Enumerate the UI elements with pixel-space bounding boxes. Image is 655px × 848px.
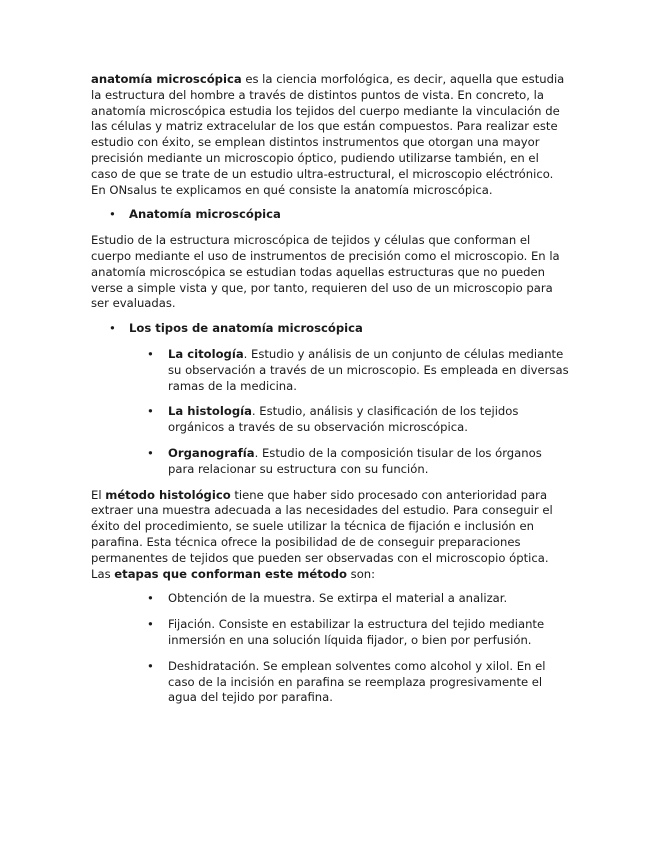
bullet-icon: • bbox=[147, 658, 154, 673]
list-item bbox=[91, 446, 569, 478]
intro-text: es la ciencia morfológica, es decir, aquella que estudia la estructura del hombre a través de distintos puntos de vista. En concreto, la anatomía microscópica estudia los tejidos del cuerpo mediante la vinculación de las células y matriz extracelular de los que están compuestos. Para realizar este estudio con éxito, se emplean distintos instrumentos que otorgan una mayor precisión mediante un microscopio óptico, pudiendo utilizarse también, en el caso de que se trate de un estudio ultra-estructural, el microscopio eléctrónico. En ONsalus te explicamos en qué consiste la anatomía microscópica. bbox=[91, 72, 565, 197]
list-item bbox=[91, 404, 569, 436]
bullet-icon: • bbox=[147, 617, 154, 632]
list-item bbox=[91, 617, 569, 649]
list-item bbox=[91, 659, 569, 706]
types-list bbox=[91, 347, 569, 478]
bullet-icon: • bbox=[109, 321, 116, 336]
method-pre: El bbox=[91, 487, 106, 502]
step-text: Obtención de la muestra. Se extirpa el material a analizar. bbox=[168, 591, 508, 606]
method-paragraph bbox=[91, 488, 569, 583]
bullet-icon: • bbox=[147, 346, 154, 361]
bullet-icon: • bbox=[147, 445, 154, 460]
bullet-icon: • bbox=[147, 591, 154, 606]
list-item-text: . Estudio de la composición tisular de los órganos para relacionar su estructura con su función. bbox=[168, 445, 542, 476]
method-mid: tiene que haber sido procesado con anterioridad para extraer una muestra adecuada a las necesidades del estudio. Para conseguir el éxito del procedimiento, se suele utilizar la técnica de fijación e inclusión en parafina. Esta técnica ofrece la posibilidad de de conseguir preparaciones permanentes de tejidos que pueden ser observadas con el microscopio óptica. Las bbox=[91, 487, 553, 581]
step-text: Deshidratación. Se emplean solventes como alcohol y xilol. En el caso de la incisión en parafina se reemplaza progresivamente el agua del tejido por parafina. bbox=[168, 658, 546, 705]
method-bold-term: método histológico bbox=[105, 487, 231, 502]
list-item-text: . Estudio y análisis de un conjunto de células mediante su observación a través de un microscopio. Es empleada en diversas ramas de la medicina. bbox=[168, 346, 569, 393]
method-bold-stages: etapas que conforman este método bbox=[114, 566, 347, 581]
section-heading-text: Anatomía microscópica bbox=[129, 207, 281, 222]
section-heading-anatomia bbox=[91, 207, 569, 223]
method-post: son: bbox=[346, 566, 376, 581]
intro-paragraph bbox=[91, 72, 569, 198]
step-text: Fijación. Consiste en estabilizar la estructura del tejido mediante inmersión en una solución líquida fijador, o bien por perfusión. bbox=[168, 617, 545, 647]
section1-paragraph: Estudio de la estructura microscópica de tejidos y células que conforman el cuerpo mediante el uso de instrumentos de precisión como el microscopio. En la anatomía microscópica se estudian todas aquellas estructuras que no pueden verse a simple vista y que, por tanto, requieren del uso de un microscopio para ser evaluadas. bbox=[91, 233, 560, 311]
list-item-term: La citología bbox=[168, 346, 244, 361]
bullet-icon: • bbox=[147, 404, 154, 419]
list-item-term: Organografía bbox=[168, 445, 255, 460]
list-item bbox=[91, 347, 569, 394]
section-heading-text: Los tipos de anatomía microscópica bbox=[129, 321, 363, 336]
list-item bbox=[91, 591, 569, 607]
document-page bbox=[91, 72, 569, 716]
bullet-icon: • bbox=[109, 207, 116, 222]
steps-list bbox=[91, 591, 569, 706]
section-heading-tipos bbox=[91, 321, 569, 337]
list-item-text: . Estudio, análisis y clasificación de los tejidos orgánicos a través de su observación microscópica. bbox=[168, 404, 519, 435]
list-item-term: La histología bbox=[168, 404, 252, 419]
intro-bold-lead: anatomía microscópica bbox=[91, 72, 242, 86]
